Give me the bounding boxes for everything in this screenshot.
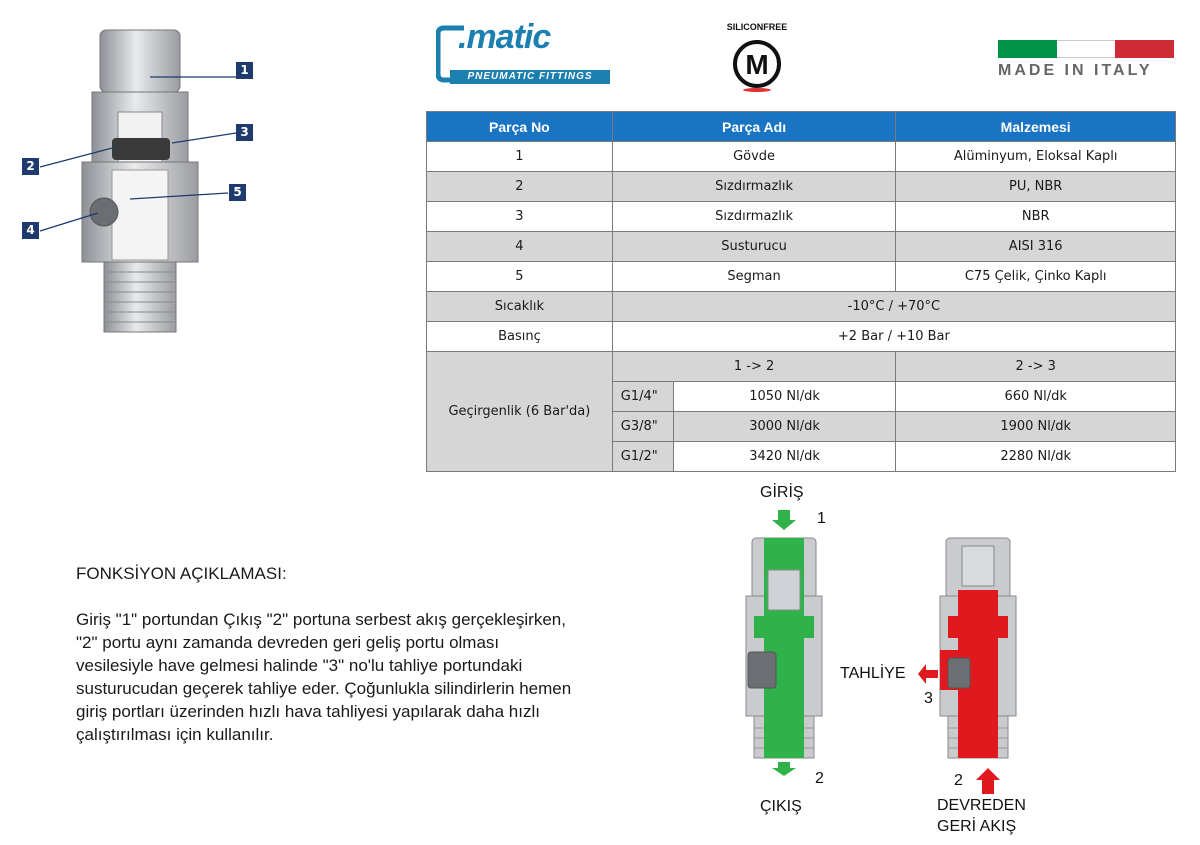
temperature-label: Sıcaklık: [427, 292, 613, 322]
outlet-port-number: 2: [815, 770, 824, 787]
spec-header-row: [427, 112, 1176, 142]
col-header-part-no: Parça No: [427, 112, 613, 142]
flow-label: Geçirgenlik (6 Bar'da): [427, 352, 613, 472]
part-no: 5: [427, 262, 613, 292]
silicone-free-label: SILICONFREE: [726, 22, 788, 32]
pressure-label: Basınç: [427, 322, 613, 352]
port-size: G3/8": [612, 412, 673, 442]
part-name: Gövde: [612, 142, 896, 172]
flow-dir-1-2: 1 -> 2: [612, 352, 896, 382]
table-row: [427, 202, 1176, 232]
part-material: Alüminyum, Eloksal Kaplı: [896, 142, 1176, 172]
port-size: G1/4": [612, 382, 673, 412]
flow-value-b: 2280 Nl/dk: [896, 442, 1176, 472]
flow-dir-2-3: 2 -> 3: [896, 352, 1176, 382]
return-port-number: 2: [954, 772, 963, 789]
part-name: Susturucu: [612, 232, 896, 262]
outlet-label: ÇIKIŞ: [760, 798, 802, 815]
return-label-line-1: DEVREDEN: [937, 797, 1026, 814]
table-row: [427, 172, 1176, 202]
col-header-part-name: Parça Adı: [612, 112, 896, 142]
silicone-free-mark: M: [745, 49, 769, 80]
table-row: [427, 142, 1176, 172]
table-row: [427, 262, 1176, 292]
part-material: AISI 316: [896, 232, 1176, 262]
callout-2: 2: [22, 158, 39, 175]
flow-diagram-red: [918, 530, 1038, 800]
cutaway-drawing: [0, 20, 300, 350]
table-row: [427, 232, 1176, 262]
part-material: C75 Çelik, Çinko Kaplı: [896, 262, 1176, 292]
exhaust-label: TAHLİYE: [840, 665, 906, 682]
callout-1: 1: [236, 62, 253, 79]
flow-value-b: 660 Nl/dk: [896, 382, 1176, 412]
pressure-value: +2 Bar / +10 Bar: [612, 322, 1175, 352]
flow-value-a: 1050 Nl/dk: [673, 382, 896, 412]
description-line: Giriş "1" portundan Çıkış "2" portuna serbest akış gerçekleşirken,: [76, 610, 566, 629]
pressure-row: [427, 322, 1176, 352]
outlet-arrow-icon: [772, 762, 796, 776]
made-in-italy-text: MADE IN ITALY: [998, 62, 1153, 79]
flow-value-b: 1900 Nl/dk: [896, 412, 1176, 442]
description-line: vesilesiyle have gelmesi halinde "3" no'lu tahliye portundaki: [76, 656, 523, 675]
part-name: Segman: [612, 262, 896, 292]
brand-tagline: PNEUMATIC FITTINGS: [450, 70, 610, 84]
flow-value-a: 3000 Nl/dk: [673, 412, 896, 442]
description-line: susturucudan geçerek tahliye eder. Çoğunlukla silindirlerin hemen: [76, 679, 572, 698]
inlet-arrow-icon: [772, 510, 796, 530]
col-header-material: Malzemesi: [896, 112, 1176, 142]
made-in-italy-badge: [998, 40, 1174, 82]
part-no: 3: [427, 202, 613, 232]
port-size: G1/2": [612, 442, 673, 472]
temperature-value: -10°C / +70°C: [612, 292, 1175, 322]
cmatic-logo: [436, 18, 616, 90]
silicone-free-logo: [722, 22, 792, 94]
callout-3: 3: [236, 124, 253, 141]
part-material: NBR: [896, 202, 1176, 232]
inlet-label: GİRİŞ: [760, 484, 804, 501]
part-no: 1: [427, 142, 613, 172]
function-heading: FONKSİYON AÇIKLAMASI:: [76, 564, 287, 583]
spec-table: [426, 111, 1176, 472]
exhaust-port-number: 3: [924, 690, 933, 707]
part-no: 4: [427, 232, 613, 262]
exhaust-arrow-icon: [918, 664, 938, 684]
description-line: giriş portları üzerinden hızlı hava tahliyesi yapılarak daha hızlı: [76, 702, 540, 721]
part-no: 2: [427, 172, 613, 202]
flow-value-a: 3420 Nl/dk: [673, 442, 896, 472]
part-name: Sızdırmazlık: [612, 172, 896, 202]
function-description: [76, 608, 666, 746]
temperature-row: [427, 292, 1176, 322]
flow-diagram-green: [724, 506, 844, 776]
part-name: Sızdırmazlık: [612, 202, 896, 232]
callout-5: 5: [229, 184, 246, 201]
brand-name: .matic: [458, 18, 551, 56]
return-label-line-2: GERİ AKIŞ: [937, 818, 1017, 835]
callout-4: 4: [22, 222, 39, 239]
flow-direction-row: [427, 352, 1176, 382]
description-line: "2" portu aynı zamanda devreden geri geliş portu olması: [76, 633, 500, 652]
part-material: PU, NBR: [896, 172, 1176, 202]
return-arrow-icon: [976, 768, 1000, 794]
description-line: çalıştırılması için kullanılır.: [76, 725, 274, 744]
inlet-port-number: 1: [817, 510, 826, 527]
italian-flag-icon: [998, 40, 1174, 58]
